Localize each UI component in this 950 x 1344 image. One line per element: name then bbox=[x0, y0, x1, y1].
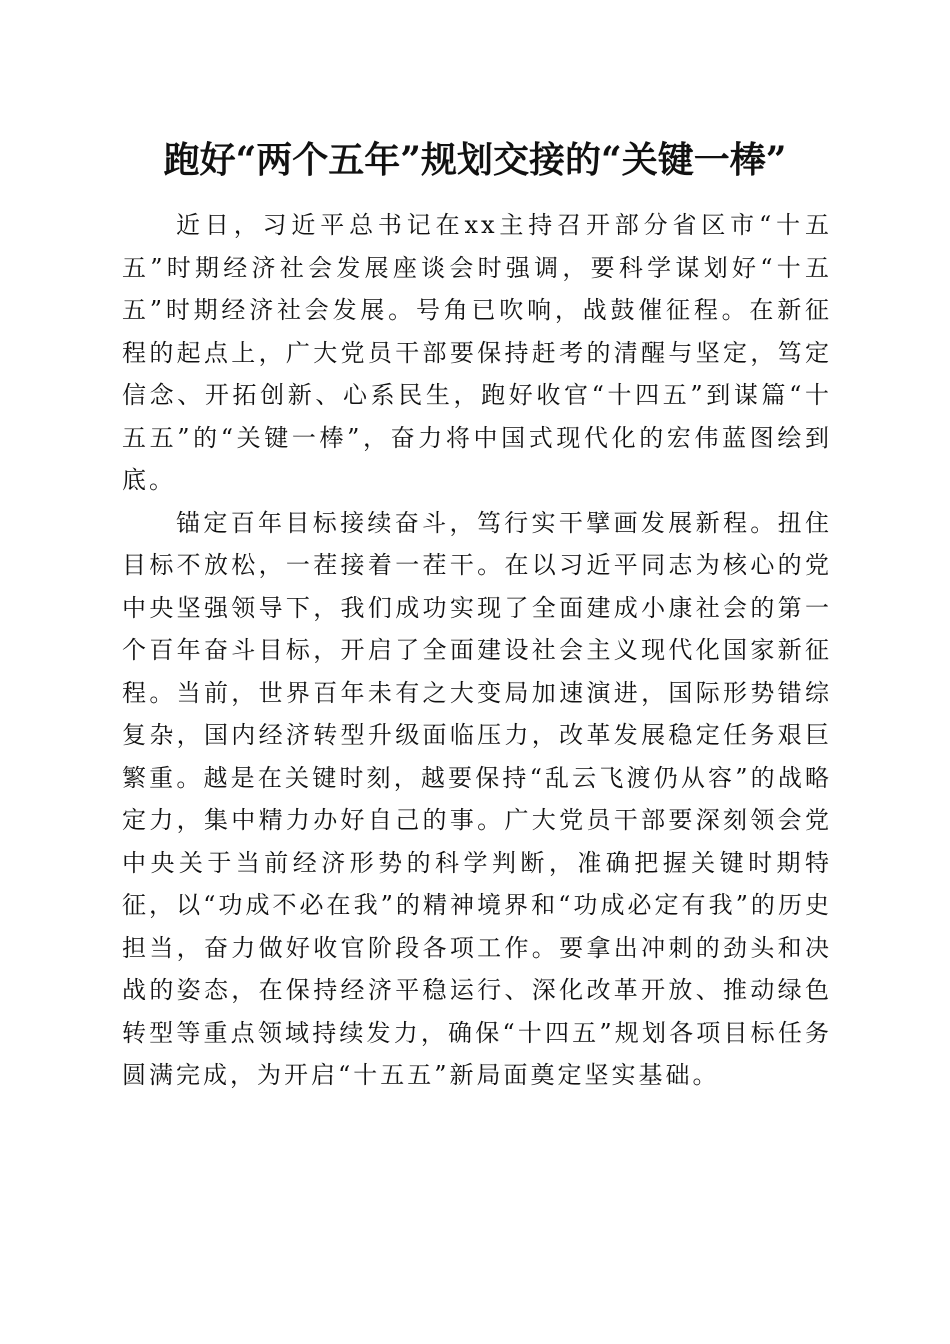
paragraph-intro: 近日，习近平总书记在xx主持召开部分省区市“十五五”时期经济社会发展座谈会时强调，要科学谋划好“十五五”时期经济社会发展。号角已吹响，战鼓催征程。在新征程的起点上，广大党员干部要保持赶考的清醒与坚定，笃定信念、开拓创新、心系民生，跑好收官“十四五”到谋篇“十五五”的“关键一棒”，奋力将中国式现代化的宏伟蓝图绘到底。 bbox=[122, 211, 832, 494]
document-body bbox=[122, 204, 832, 1097]
paragraph-goals: 锚定百年目标接续奋斗，笃行实干擘画发展新程。扭住目标不放松，一茬接着一茬干。在以习近平同志为核心的党中央坚强领导下，我们成功实现了全面建成小康社会的第一个百年奋斗目标，开启了全面建设社会主义现代化国家新征程。当前，世界百年未有之大变局加速演进，国际形势错综复杂，国内经济转型升级面临压力，改革发展稳定任务艰巨繁重。越是在关键时刻，越要保持“乱云飞渡仍从容”的战略定力，集中精力办好自己的事。广大党员干部要深刻领会党中央关于当前经济形势的科学判断，准确把握关键时期特征，以“功成不必在我”的精神境界和“功成必定有我”的历史担当，奋力做好收官阶段各项工作。要拿出冲刺的劲头和决战的姿态，在保持经济平稳运行、深化改革开放、推动绿色转型等重点领域持续发力，确保“十四五”规划各项目标任务圆满完成，为开启“十五五”新局面奠定坚实基础。 bbox=[122, 508, 832, 1089]
document-title: 跑好“两个五年”规划交接的“关键一棒” bbox=[163, 139, 787, 181]
